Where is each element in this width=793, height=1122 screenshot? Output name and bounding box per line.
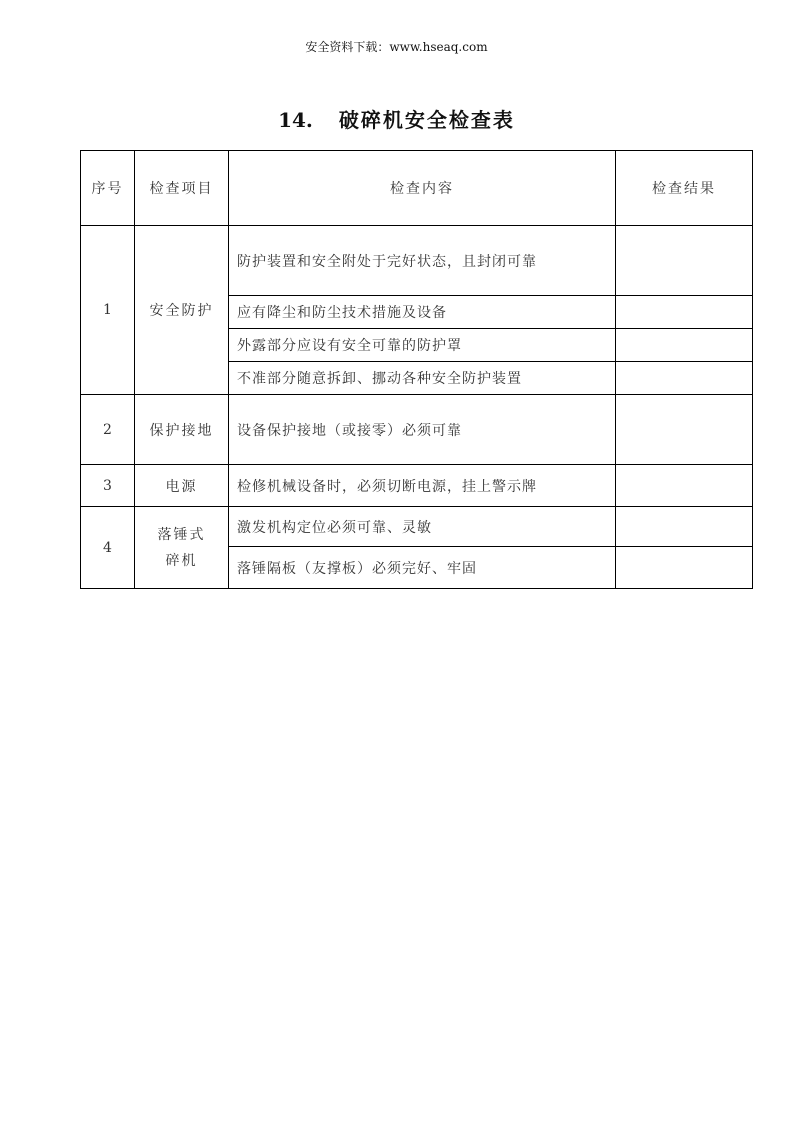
result-cell[interactable] bbox=[616, 362, 753, 395]
check-item: 电源 bbox=[135, 465, 229, 507]
table-header-row bbox=[81, 151, 753, 226]
check-item: 保护接地 bbox=[135, 395, 229, 465]
result-cell[interactable] bbox=[616, 329, 753, 362]
check-content: 外露部分应设有安全可靠的防护罩 bbox=[229, 329, 616, 362]
result-cell[interactable] bbox=[616, 226, 753, 296]
title-text: 破碎机安全检查表 bbox=[338, 108, 515, 132]
check-content: 落锤隔板（友撑板）必须完好、牢固 bbox=[229, 547, 616, 589]
checklist-table bbox=[80, 150, 753, 589]
table-row bbox=[81, 465, 753, 507]
check-content: 应有降尘和防尘技术措施及设备 bbox=[229, 296, 616, 329]
row-number: 1 bbox=[81, 226, 135, 395]
title-number: 14. bbox=[278, 108, 313, 132]
column-header-item: 检查项目 bbox=[135, 151, 229, 226]
result-cell[interactable] bbox=[616, 547, 753, 589]
check-content: 防护装置和安全附处于完好状态，且封闭可靠 bbox=[229, 226, 616, 296]
column-header-result: 检查结果 bbox=[616, 151, 753, 226]
column-header-content: 检查内容 bbox=[229, 151, 616, 226]
table-row bbox=[81, 395, 753, 465]
result-cell[interactable] bbox=[616, 395, 753, 465]
site-header: 安全资料下载：www.hseaq.com bbox=[305, 40, 488, 54]
row-number: 4 bbox=[81, 507, 135, 589]
row-number: 2 bbox=[81, 395, 135, 465]
check-item: 安全防护 bbox=[135, 226, 229, 395]
table-row bbox=[81, 226, 753, 296]
row-number: 3 bbox=[81, 465, 135, 507]
check-item-line: 落锤式 bbox=[157, 526, 206, 543]
result-cell[interactable] bbox=[616, 465, 753, 507]
check-item-line: 碎机 bbox=[165, 552, 198, 569]
result-cell[interactable] bbox=[616, 296, 753, 329]
result-cell[interactable] bbox=[616, 507, 753, 547]
check-item bbox=[135, 507, 229, 589]
page-title bbox=[0, 104, 793, 133]
table-row bbox=[81, 507, 753, 547]
check-content: 设备保护接地（或接零）必须可靠 bbox=[229, 395, 616, 465]
check-content: 检修机械设备时，必须切断电源，挂上警示牌 bbox=[229, 465, 616, 507]
check-content: 不准部分随意拆卸、挪动各种安全防护装置 bbox=[229, 362, 616, 395]
check-content: 激发机构定位必须可靠、灵敏 bbox=[229, 507, 616, 547]
column-header-no: 序号 bbox=[81, 151, 135, 226]
